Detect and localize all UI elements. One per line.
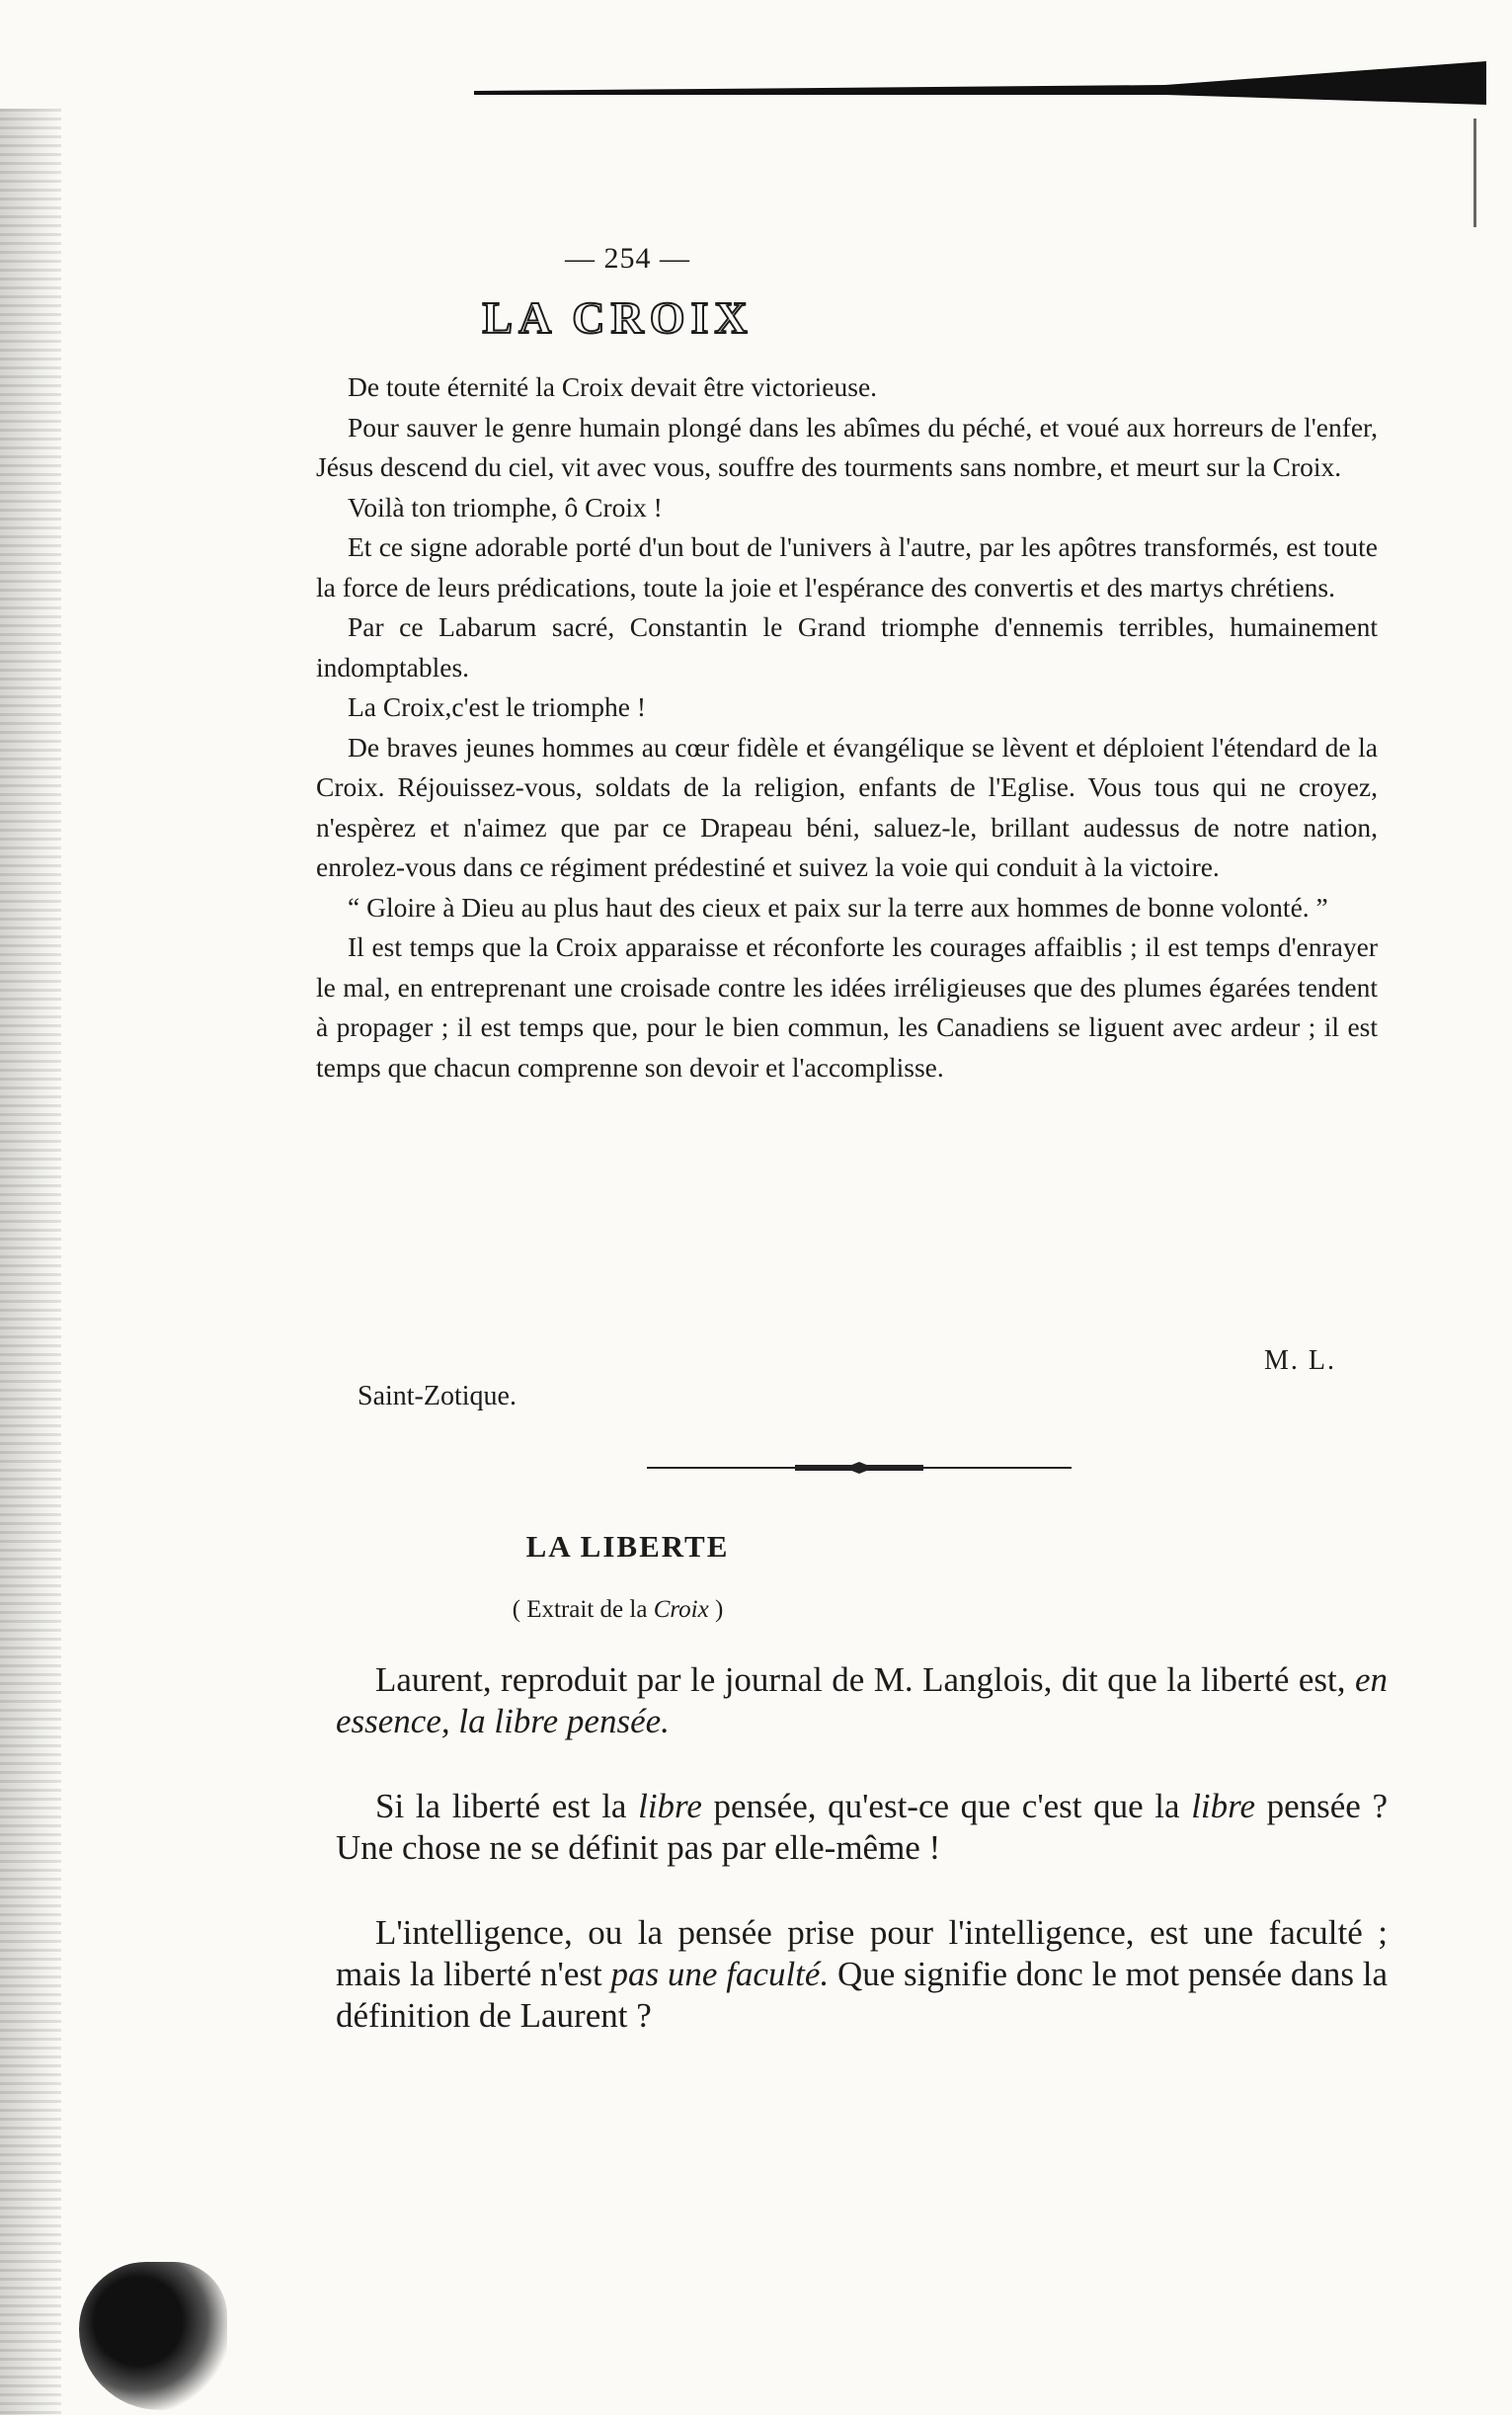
italic-run: libre [1191,1787,1255,1825]
article-title-croix: LA CROIX [482,292,754,343]
paragraph: Voilà ton triomphe, ô Croix ! [348,491,663,523]
text-run: Si la liberté est la [375,1787,639,1825]
text-run: pensée, qu'est-ce que c'est que la [701,1787,1192,1825]
article-source [0,1596,1374,1624]
italic-run: libre [638,1787,702,1825]
paragraph [336,1659,1388,1742]
paragraph [336,1786,1388,1869]
paragraph [336,1912,1388,2037]
text-run: Que signifie donc le mot pensée dans la définition de Laurent ? [336,1955,1388,2035]
italic-run: pas une faculté. [610,1955,830,1993]
source-suffix: ) [708,1596,724,1623]
paragraph: Pour sauver le genre humain plongé dans les abîmes du péché, et voué aux horreurs de l'enfer, Jésus descend du ciel, vit avec vous, souffre des tourments sans nombre, et meurt sur la Croix. [316,411,1378,482]
paragraph: Et ce signe adorable porté d'un bout de l'univers à l'autre, par les apôtres transformés, est toute la force de leurs prédications, toute la joie et l'espérance des convertis et des martys chrétiens. [316,531,1378,603]
article-signature: M. L. [1264,1345,1336,1376]
scan-corner-smudge [79,2262,227,2410]
article-place: Saint-Zotique. [358,1381,517,1411]
page-number: — 254 — [565,242,690,275]
article-title-liberte: LA LIBERTE [525,1529,730,1564]
paragraph: Il est temps que la Croix apparaisse et réconforte les courages affaiblis ; il est temps d'enrayer le mal, en entreprenant une croisade contre les idées irréligieuses que des plumes égarées tendent à propager ; il est temps que, pour le bien commun, les Canadiens se liguent avec ardeur ; il est temps que chacun comprenne son devoir et l'accomplisse. [316,931,1378,1083]
paragraph: Par ce Labarum sacré, Constantin le Grand triomphe d'ennemis terribles, humainement indomptables. [316,611,1378,683]
text-run: Laurent, reproduit par le journal de M. Langlois, dit que la liberté est, [375,1660,1355,1699]
text-run: pensée ? Une chose ne se définit pas par elle-même ! [336,1787,1389,1867]
paragraph: De braves jeunes hommes au cœur fidèle et évangélique se lèvent et déploient l'étendard de la Croix. Réjouissez-vous, soldats de la religion, enfants de l'Eglise. Vous tous qui ne croyez, n'espèrez et n'aimez que par ce Drapeau béni, saluez-le, brillant audessus de notre nation, enrolez-vous dans ce régiment prédestiné et suivez la voie qui conduit à la victoire. [316,731,1378,882]
source-title: Croix [653,1596,709,1623]
source-prefix: ( Extrait de la [512,1596,654,1623]
text-run: L'intelligence, ou la pensée prise pour l'intelligence, est une faculté ; mais la liberté n'est [336,1913,1388,1993]
paragraph: La Croix,c'est le triomphe ! [348,691,647,722]
section-divider-ornament [647,1460,1072,1476]
article-body-liberte [336,1659,1388,2080]
paragraph: “ Gloire à Dieu au plus haut des cieux et paix sur la terre aux hommes de bonne volonté. ” [348,891,1328,923]
scan-right-edge [1473,119,1476,227]
paragraph: De toute éternité la Croix devait être victorieuse. [348,371,878,402]
article-body-croix [316,367,1378,1087]
scan-left-edge [0,109,61,2415]
italic-run: en essence, la libre pensée. [336,1660,1388,1740]
scan-top-rule [474,61,1486,105]
